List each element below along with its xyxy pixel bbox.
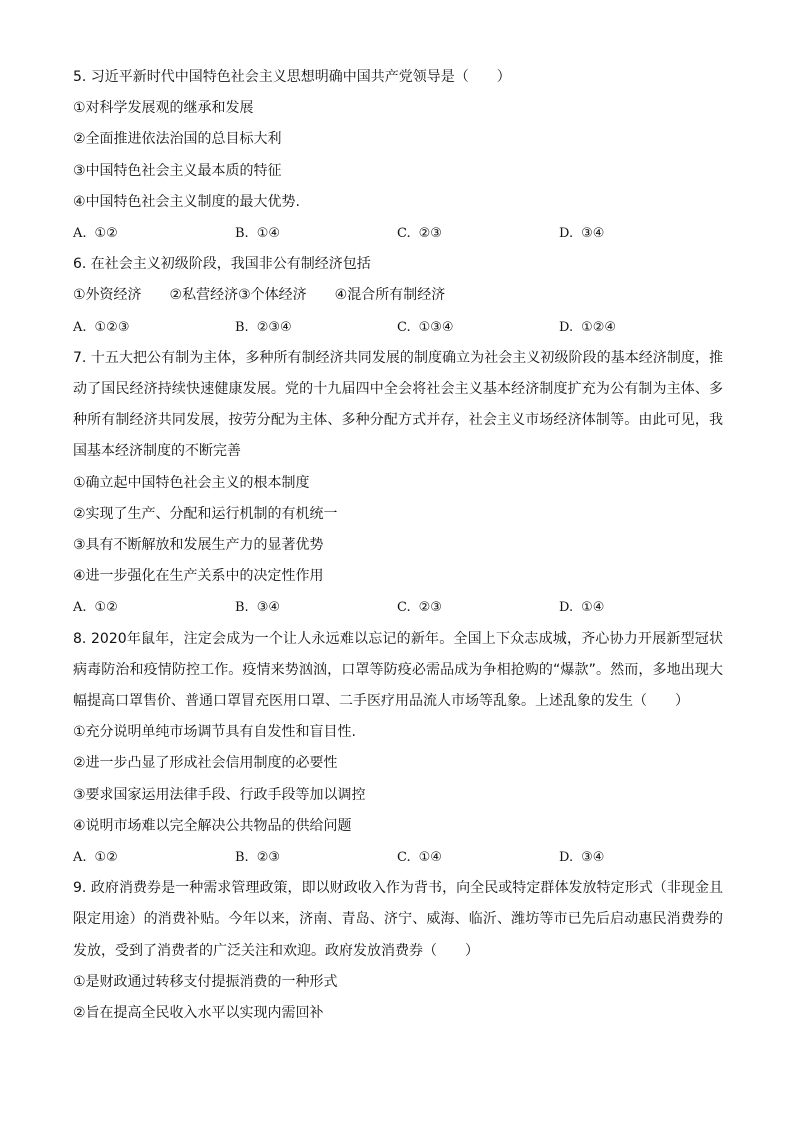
- option-c: C. ②③: [397, 226, 442, 242]
- option-b: B. ②③: [235, 850, 280, 866]
- statement-item: ②旨在提高全民收入水平以实现内需回补: [73, 1005, 324, 1022]
- option-d: D. ①②④: [559, 319, 617, 335]
- statement-item: ①是财政通过转移支付提振消费的一种形式: [73, 973, 338, 990]
- statement-item: ①对科学发展观的继承和发展: [73, 100, 254, 117]
- option-c: C. ①④: [397, 850, 442, 866]
- statement-item: ④说明市场难以完全解决公共物品的供给问题: [73, 817, 352, 834]
- answer-options: [73, 218, 723, 249]
- answer-options: [73, 592, 723, 623]
- statement-item: ③具有不断解放和发展生产力的显著优势: [73, 537, 324, 554]
- statement-item: ①充分说明单纯市场调节具有自发性和盲目性.: [73, 724, 356, 741]
- option-b: B. ②③④: [235, 319, 292, 335]
- statement-item: ④中国特色社会主义制度的最大优势.: [73, 193, 301, 210]
- option-a: A. ①②: [73, 226, 118, 242]
- option-d: D. ①④: [559, 600, 605, 616]
- answer-options: [73, 312, 723, 343]
- statement-item: ③中国特色社会主义最本质的特征: [73, 162, 282, 179]
- option-c: C. ①③④: [397, 319, 454, 335]
- statement-item: ②全面推进依法治国的总目标大利: [73, 131, 282, 148]
- statement-item: ①确立起中国特色社会主义的根本制度: [73, 474, 310, 491]
- option-b: B. ③④: [235, 600, 280, 616]
- option-c: C. ②③: [397, 600, 442, 616]
- question-6: [73, 249, 723, 343]
- option-b: B. ①④: [235, 226, 280, 242]
- statement-item: ②实现了生产、分配和运行机制的有机统一: [73, 505, 338, 522]
- question-7: [73, 343, 723, 624]
- statement-item: ②进一步凸显了形成社会信用制度的必要性: [73, 755, 338, 772]
- statement-item: ①外资经济 ②私营经济③个体经济 ④混合所有制经济: [73, 287, 446, 304]
- question-stem: 7. 十五大把公有制为主体，多种所有制经济共同发展的制度确立为社会主义初级阶段的基本经济制度，推动了国民经济持续快速健康发展。党的十九届四中全会将社会主义基本经济制度扩充为公有制为主体、多种所有制经济共同发展，按劳分配为主体、多种分配方式并存，社会主义市场经济体制等。由此可见，我国基本经济制度的不断完善: [73, 349, 723, 460]
- statement-item: ④进一步强化在生产关系中的决定性作用: [73, 568, 324, 585]
- option-a: A. ①②: [73, 850, 118, 866]
- option-a: A. ①②③: [73, 319, 130, 335]
- question-stem: 6. 在社会主义初级阶段，我国非公有制经济包括: [73, 256, 371, 273]
- exam-page: [73, 62, 723, 1029]
- option-d: D. ③④: [559, 226, 605, 242]
- question-stem: 8. 2020年鼠年，注定会成为一个让人永远难以忘记的新年。全国上下众志成城，齐心协力开展新型冠状病毒防治和疫情防控工作。疫情来势汹汹，口罩等防疫必需品成为争相抢购的“爆款”。然而，多地出现大幅提高口罩售价、普通口罩冒充医用口罩、二手医疗用品流人市场等乱象。上述乱象的发生（ ）: [73, 630, 723, 710]
- answer-options: [73, 842, 723, 873]
- question-8: [73, 624, 723, 874]
- option-a: A. ①②: [73, 600, 118, 616]
- question-5: [73, 62, 723, 249]
- question-stem: 5. 习近平新时代中国特色社会主义思想明确中国共产党领导是（ ）: [73, 69, 511, 85]
- question-stem: 9. 政府消费券是一种需求管理政策，即以财政收入作为背书，向全民或特定群体发放特定形式（非现金且限定用途）的消费补贴。今年以来，济南、青岛、济宁、威海、临沂、潍坊等市已先后启动惠民消费券的发放，受到了消费者的广泛关注和欢迎。政府发放消费券（ ）: [73, 880, 723, 959]
- question-9: [73, 873, 723, 1029]
- option-d: D. ③④: [559, 850, 605, 866]
- statement-item: ③要求国家运用法律手段、行政手段等加以调控: [73, 786, 366, 803]
